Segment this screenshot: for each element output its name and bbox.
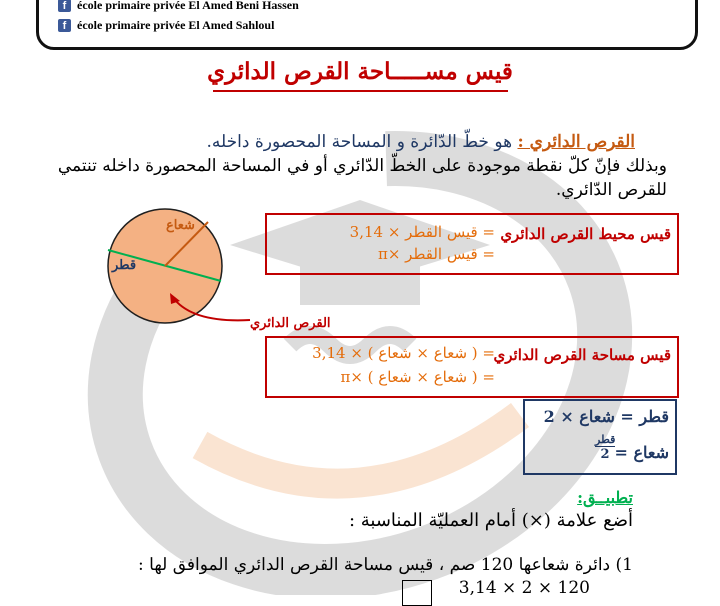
radius-label: شعاع: [166, 218, 195, 233]
definition-text: هو خطّ الدّائرة و المساحة المحصورة داخله.: [206, 132, 518, 152]
area-box: [265, 336, 679, 398]
definition-line-3: للقرص الدّائري.: [555, 180, 667, 200]
definition-term: القرص الدائري :: [517, 132, 635, 152]
circumference-name: قيس محيط القرص الدائري: [500, 225, 671, 243]
diameter-formula: قطر = شعاع × 2: [543, 407, 669, 426]
instruction-text: أضع علامة (×) أمام العمليّة المناسبة :: [348, 510, 633, 531]
question-1: 1) دائرة شعاعها 120 صم ، قيس مساحة القرص الدائري الموافق لها :: [138, 555, 633, 575]
option-1: 3,14 × 2 × 120: [458, 578, 590, 598]
school-line-2: [58, 18, 274, 33]
circumference-formula-2: = قيس القطر ×π: [377, 245, 495, 263]
fraction-denominator: 2: [600, 447, 610, 462]
disc-label: القرص الدائري: [250, 316, 331, 331]
area-formula-2: = ( شعاع × شعاع ) ×π: [340, 368, 495, 386]
application-label: تطبيــق:: [577, 488, 633, 507]
radius-fraction: [595, 433, 615, 462]
answer-checkbox-1[interactable]: [402, 580, 432, 606]
definition-line: [206, 132, 635, 152]
fraction-numerator: قطر: [595, 433, 616, 446]
diameter-label: قطر: [112, 258, 137, 273]
radius-formula-label: شعاع =: [614, 443, 669, 462]
school-name-2: école primaire privée El Amed Sahloul: [77, 18, 275, 32]
definition-line-2: وبذلك فإنّ كلّ نقطة موجودة على الخطّ الدّائري أو في المساحة المحصورة داخله تنتمي: [57, 156, 667, 176]
school-name-1: école primaire privée El Amed Beni Hassen: [77, 0, 299, 12]
facebook-icon[interactable]: f: [58, 19, 71, 32]
area-name: قيس مساحة القرص الدائري: [493, 346, 671, 364]
circumference-formula-1: = قيس القطر × 3,14: [349, 223, 495, 241]
circumference-box: [265, 213, 679, 275]
area-formula-1: = ( شعاع × شعاع ) × 3,14: [312, 344, 495, 362]
relations-box: [523, 399, 677, 475]
title-underline: [213, 90, 508, 92]
facebook-icon[interactable]: f: [58, 0, 71, 12]
school-line-1: [58, 0, 299, 13]
page-title: قيس مســـــاحة القرص الدائري: [207, 58, 513, 85]
